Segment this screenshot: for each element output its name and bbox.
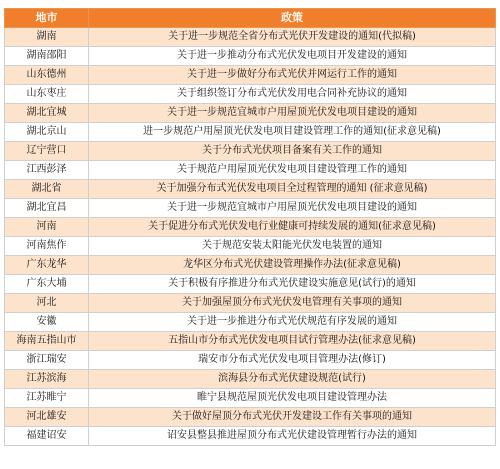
city-cell: 河南焦作: [5, 237, 89, 256]
table-row: [5, 180, 496, 199]
table-row: [5, 294, 496, 313]
table-row: [5, 28, 496, 47]
policy-cell: 关于加强分布式光伏发电项目全过程管理的通知 (征求意见稿): [89, 180, 496, 199]
table-row: [5, 237, 496, 256]
policy-cell: 五指山市分布式光伏发电项目试行管理办法(征求意见稿): [89, 332, 496, 351]
city-cell: 湖南邵阳: [5, 47, 89, 66]
table-row: [5, 142, 496, 161]
table-row: [5, 218, 496, 237]
table-row: [5, 389, 496, 408]
city-cell: 山东德州: [5, 66, 89, 85]
table-row: [5, 332, 496, 351]
policy-cell: 关于进一步推进分布式光伏规范有序发展的通知: [89, 313, 496, 332]
table-row: [5, 351, 496, 370]
policy-cell: 关于进一步规范全省分布式光伏开发建设的通知(代拟稿): [89, 28, 496, 47]
table-row: [5, 85, 496, 104]
city-cell: 广东龙华: [5, 256, 89, 275]
policy-cell: 关于进一步做好分布式光伏并网运行工作的通知: [89, 66, 496, 85]
table-header-row: [5, 9, 496, 28]
city-cell: 河北: [5, 294, 89, 313]
table-row: [5, 427, 496, 446]
table-row: [5, 370, 496, 389]
city-cell: 湖北省: [5, 180, 89, 199]
city-cell: 湖南: [5, 28, 89, 47]
table-row: [5, 123, 496, 142]
table-row: [5, 275, 496, 294]
city-cell: 江西彭泽: [5, 161, 89, 180]
city-cell: 湖北宜昌: [5, 199, 89, 218]
policy-cell: 关于组织签订分布式光伏发用电合同补充协议的通知: [89, 85, 496, 104]
policy-cell: 关于积极有序推进分布式光伏建设实施意见(试行)的通知: [89, 275, 496, 294]
policy-cell: 关于进一步推动分布式光伏发电项目开发建设的通知: [89, 47, 496, 66]
table-row: [5, 104, 496, 123]
policy-cell: 睢宁县规范屋顶光伏发电项目建设管理办法: [89, 389, 496, 408]
city-cell: 海南五指山市: [5, 332, 89, 351]
policy-cell: 关于促进分布式光伏发电行业健康可持续发展的通知(征求意见稿): [89, 218, 496, 237]
policy-cell: 龙华区分布式光伏建设管理操作办法(征求意见稿): [89, 256, 496, 275]
city-cell: 河南: [5, 218, 89, 237]
table-row: [5, 199, 496, 218]
city-cell: 江苏睢宁: [5, 389, 89, 408]
policy-cell: 关于规范户用屋顶光伏发电项目建设管理工作的通知: [89, 161, 496, 180]
table-row: [5, 408, 496, 427]
table-row: [5, 313, 496, 332]
table-row: [5, 66, 496, 85]
policy-cell: 瑞安市分布式光伏发电项目管理办法(修订): [89, 351, 496, 370]
city-cell: 浙江瑞安: [5, 351, 89, 370]
header-city: 地市: [5, 9, 89, 28]
city-cell: 湖北京山: [5, 123, 89, 142]
policy-table: [4, 8, 496, 446]
city-cell: 湖北宜城: [5, 104, 89, 123]
city-cell: 福建诏安: [5, 427, 89, 446]
policy-cell: 诏安县整县推进屋顶分布式光伏建设管理暂行办法的通知: [89, 427, 496, 446]
header-policy: 政策: [89, 9, 496, 28]
city-cell: 山东枣庄: [5, 85, 89, 104]
city-cell: 广东大埔: [5, 275, 89, 294]
city-cell: 江苏滨海: [5, 370, 89, 389]
city-cell: 辽宁营口: [5, 142, 89, 161]
table-row: [5, 161, 496, 180]
policy-cell: 关于加强屋顶分布式光伏发电管理有关事项的通知: [89, 294, 496, 313]
policy-cell: 关于规范安装太阳能光伏发电装置的通知: [89, 237, 496, 256]
policy-cell: 关于分布式光伏项目备案有关工作的通知: [89, 142, 496, 161]
policy-cell: 进一步规范户用屋顶光伏发电项目建设管理工作的通知(征求意见稿): [89, 123, 496, 142]
table-row: [5, 256, 496, 275]
policy-cell: 关于做好屋顶分布式光伏开发建设工作有关事项的通知: [89, 408, 496, 427]
policy-cell: 滨海县分布式光伏建设规范(试行): [89, 370, 496, 389]
table-row: [5, 47, 496, 66]
table-body: [5, 28, 496, 446]
policy-cell: 关于进一步规范宜城市户用屋顶光伏发电项目建设的通知: [89, 199, 496, 218]
policy-cell: 关于进一步规范宜城市户用屋顶光伏发电项目建设的通知: [89, 104, 496, 123]
city-cell: 安徽: [5, 313, 89, 332]
city-cell: 河北雄安: [5, 408, 89, 427]
